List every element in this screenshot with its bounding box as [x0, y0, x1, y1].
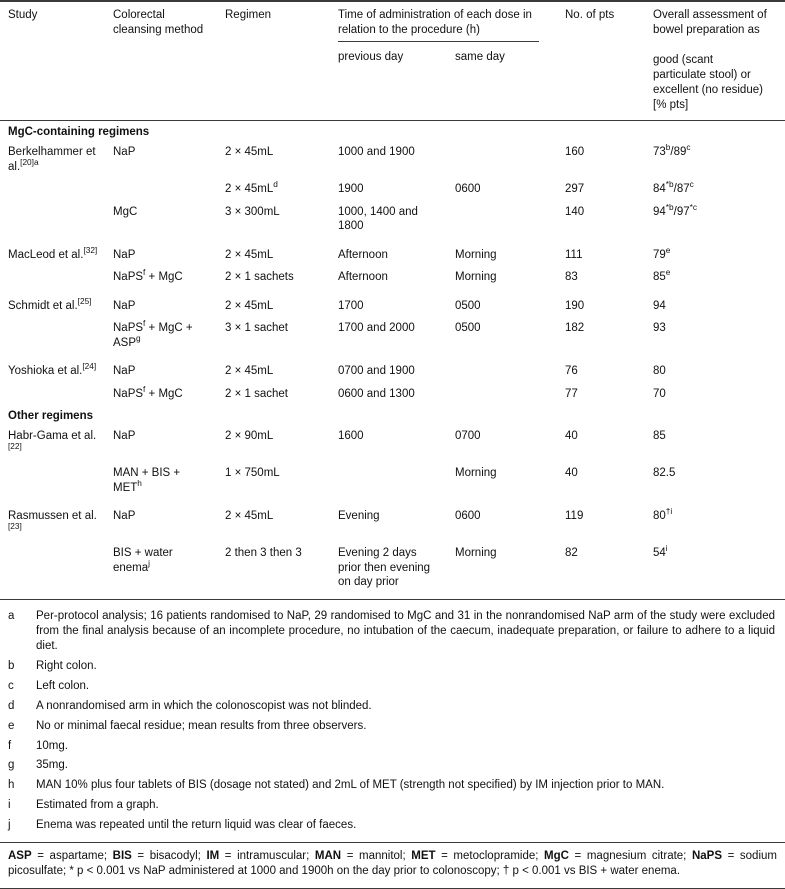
- table-row: [8, 201, 781, 238]
- cell-study: [8, 462, 113, 499]
- cell-prev: 0700 and 1900: [338, 365, 415, 378]
- table-row: [8, 141, 781, 178]
- cell-regimen: $2 \times 45mL^d$: [225, 180, 278, 196]
- cell-method: NaP: [113, 365, 136, 378]
- footnote-text: No or minimal faecal residue; mean results from three observers.: [36, 719, 367, 732]
- cell-prev: 0600 and 1300: [338, 387, 415, 400]
- cell-prev: Evening: [338, 510, 380, 523]
- table-row: [8, 178, 781, 200]
- cell-overall: 70: [653, 387, 666, 400]
- section-header: Other regimens: [8, 410, 93, 423]
- table-row: [8, 266, 781, 288]
- footnote-key: h: [8, 779, 15, 792]
- footnote-row: [8, 606, 777, 656]
- cell-same: 0500: [455, 322, 481, 335]
- cell-pts: 83: [565, 271, 578, 284]
- cell-method: NaPS$^f$ + MgC: [113, 268, 183, 284]
- cell-method: NaP: [113, 299, 136, 312]
- time-subheaders: [338, 50, 551, 65]
- col-header-no-of-pts: No. of pts: [565, 9, 615, 21]
- cell-regimen: 2 × 1 sachet: [225, 387, 288, 400]
- footnote-key: a: [8, 609, 15, 622]
- cell-regimen: 2 then 3 then 3: [225, 547, 302, 560]
- cell-overall: 79e: [653, 245, 671, 261]
- col-header-overall-assessment: [653, 8, 781, 112]
- cell-overall: 54$^i$: [653, 544, 668, 560]
- cell-method: BIS + water enema$^j$: [113, 547, 173, 574]
- footnote-row: [8, 736, 777, 756]
- table-row: [8, 383, 781, 405]
- table-row: [8, 425, 781, 462]
- cell-same: [455, 354, 565, 382]
- footnote-row: [8, 816, 777, 836]
- footnote-text: 35mg.: [36, 759, 68, 772]
- cell-overall: 82.5: [653, 467, 676, 480]
- cell-study: Habr-Gama et al.[22]: [8, 430, 97, 451]
- cell-pts: 297: [565, 183, 585, 196]
- cell-method: NaPS$^f$ + MgC: [113, 384, 183, 400]
- cell-study: Rasmussen et al.[23]: [8, 510, 97, 531]
- cell-method: MAN + BIS + $MET^h$: [113, 467, 181, 494]
- cell-method: [113, 178, 225, 200]
- cell-prev: Evening 2 days prior then evening on day prior: [338, 547, 431, 588]
- table-row: [8, 499, 781, 542]
- cell-prev: [338, 462, 455, 499]
- cell-same: Morning: [455, 547, 497, 560]
- cell-method: NaPS$^f$ + MgC + $ASP^g$: [113, 319, 193, 349]
- footnotes-section: [0, 599, 785, 841]
- cell-same: 0700: [455, 430, 481, 443]
- table-row: [8, 462, 781, 499]
- cell-pts: 77: [565, 387, 578, 400]
- cell-prev: Afternoon: [338, 271, 388, 284]
- table-row: [8, 317, 781, 354]
- cell-same: Morning: [455, 467, 497, 480]
- cell-overall: 85e: [653, 268, 671, 284]
- cell-same: 0600: [455, 183, 481, 196]
- footnote-key: c: [8, 679, 14, 692]
- cell-study: [8, 266, 113, 288]
- table-body: [0, 121, 785, 599]
- footnote-text: Per-protocol analysis; 16 patients randomised to NaP, 29 randomised to MgC and 31 in the nonrandomised NaP arm of the study were excluded from the final analysis because of an incomplete procedure, no intubation of the caecum, inadequate preparation, or failure to adhere to a liquid diet.: [36, 609, 775, 652]
- cell-regimen: 1 × 750mL: [225, 467, 280, 480]
- footnote-text: MAN 10% plus four tablets of BIS (dosage not stated) and 2mL of MET (strength not specified) by IM injection prior to MAN.: [36, 779, 665, 792]
- footnote-key: b: [8, 659, 15, 672]
- cell-prev: 1900: [338, 183, 364, 196]
- footnote-row: [8, 776, 777, 796]
- table-row: [8, 542, 781, 593]
- time-group-label: Time of administration of each dose in relation to the procedure (h): [338, 8, 539, 42]
- cell-same: Morning: [455, 271, 497, 284]
- cell-same: [455, 141, 565, 178]
- cell-same: 0500: [455, 299, 481, 312]
- cell-study: [8, 178, 113, 200]
- footnote-text: Left colon.: [36, 679, 90, 692]
- cell-study: [8, 201, 113, 238]
- cell-same: [455, 201, 565, 238]
- cell-pts: 140: [565, 205, 585, 218]
- cell-same: Morning: [455, 248, 497, 261]
- cell-method: NaP: [113, 510, 136, 523]
- cell-prev: 1700: [338, 299, 364, 312]
- footnote-key: g: [8, 759, 15, 772]
- footnote-row: [8, 756, 777, 776]
- overall-header-line1: Overall assessment of bowel preparation as: [653, 9, 767, 36]
- cell-overall: 80$^{\dagger i}$: [653, 507, 673, 523]
- footnote-row: [8, 696, 777, 716]
- cell-overall: 94$^{*b}$/97$^{*c}$: [653, 202, 697, 218]
- cell-pts: 190: [565, 299, 585, 312]
- cell-same: [455, 383, 565, 405]
- cell-pts: 119: [565, 510, 584, 523]
- cell-prev: Afternoon: [338, 248, 388, 261]
- abbreviations-legend: ASP = aspartame; BIS = bisacodyl; IM = intramuscular; MAN = mannitol; MET = metoclopramide; MgC = magnesium citrate; NaPS = sodium picosulfate; * p < 0.001 vs NaP administered at 1000 and 1900h on the day prior to colonoscopy; † p < 0.001 vs BIS + water enema.: [0, 842, 785, 888]
- cell-prev: 1000 and 1900: [338, 146, 415, 159]
- footnote-row: [8, 656, 777, 676]
- footnote-key: i: [8, 799, 11, 812]
- cell-study: Schmidt et al.[25]: [8, 296, 92, 312]
- footnote-key: j: [8, 819, 11, 832]
- col-header-study: Study: [8, 9, 38, 21]
- footnote-text: Right colon.: [36, 659, 97, 672]
- cell-pts: 40: [565, 430, 578, 443]
- cell-overall: 85: [653, 430, 666, 443]
- cell-prev: 1600: [338, 430, 364, 443]
- footnote-row: [8, 676, 777, 696]
- cell-overall: 84$^{*b}$/87$^c$: [653, 180, 694, 196]
- cell-pts: 111: [565, 248, 583, 261]
- footnote-text: Enema was repeated until the return liquid was clear of faeces.: [36, 819, 357, 832]
- overall-header-line2: good (scant particulate stool) or excellent (no residue) [% pts]: [653, 54, 763, 111]
- cell-study: [8, 542, 113, 593]
- cell-regimen: 2 × 45mL: [225, 365, 274, 378]
- cell-regimen: 2 × 45mL: [225, 146, 274, 159]
- cell-overall: 73$^b$/89$^c$: [653, 143, 691, 159]
- table-row: [8, 238, 781, 266]
- cell-study: [8, 317, 113, 354]
- table-header: [0, 2, 785, 121]
- footnote-key: d: [8, 699, 15, 712]
- cell-method: MgC: [113, 205, 138, 218]
- col-header-same-day: same day: [455, 51, 505, 64]
- footnote-text: A nonrandomised arm in which the colonoscopist was not blinded.: [36, 699, 372, 712]
- footnote-key: e: [8, 719, 15, 732]
- col-header-time-group: [338, 8, 565, 112]
- cell-same: 0600: [455, 510, 481, 523]
- cell-regimen: 2 × 45mL: [225, 299, 274, 312]
- footnote-row: [8, 716, 777, 736]
- cell-pts: 82: [565, 547, 578, 560]
- cell-regimen: 3 × 300mL: [225, 205, 280, 218]
- col-header-cleansing-method: Colorectal cleansing method: [113, 9, 204, 36]
- section-header: MgC-containing regimens: [8, 126, 150, 139]
- cell-regimen: 2 × 90mL: [225, 430, 274, 443]
- cell-overall: 94: [653, 299, 666, 312]
- footnote-row: [8, 796, 777, 816]
- footnote-key: f: [8, 739, 12, 752]
- cell-regimen: 2 × 45mL: [225, 248, 274, 261]
- cell-study: Berkelhammer et al.$^{[20]a}$: [8, 146, 96, 173]
- cell-overall: 93: [653, 322, 666, 335]
- cell-prev: 1700 and 2000: [338, 322, 415, 335]
- cell-study: MacLeod et al.[32]: [8, 245, 98, 261]
- cell-pts: 76: [565, 365, 578, 378]
- col-header-regimen: Regimen: [225, 9, 272, 21]
- col-header-previous-day: previous day: [338, 51, 404, 64]
- cell-method: NaP: [113, 146, 136, 159]
- table-row: [8, 354, 781, 382]
- cell-pts: 40: [565, 467, 578, 480]
- cell-method: NaP: [113, 248, 136, 261]
- footnote-text: Estimated from a graph.: [36, 799, 159, 812]
- cell-regimen: 2 × 1 sachets: [225, 271, 294, 284]
- cell-pts: 182: [565, 322, 585, 335]
- cell-method: NaP: [113, 430, 136, 443]
- cell-pts: 160: [565, 146, 585, 159]
- table-row: [8, 289, 781, 317]
- cell-study: [8, 383, 113, 405]
- cell-prev: 1000, 1400 and 1800: [338, 205, 418, 233]
- cell-regimen: 3 × 1 sachet: [225, 322, 288, 335]
- footnote-text: 10mg.: [36, 739, 68, 752]
- cell-overall: 80: [653, 365, 666, 378]
- cell-regimen: 2 × 45mL: [225, 510, 274, 523]
- cell-study: Yoshioka et al.[24]: [8, 362, 97, 378]
